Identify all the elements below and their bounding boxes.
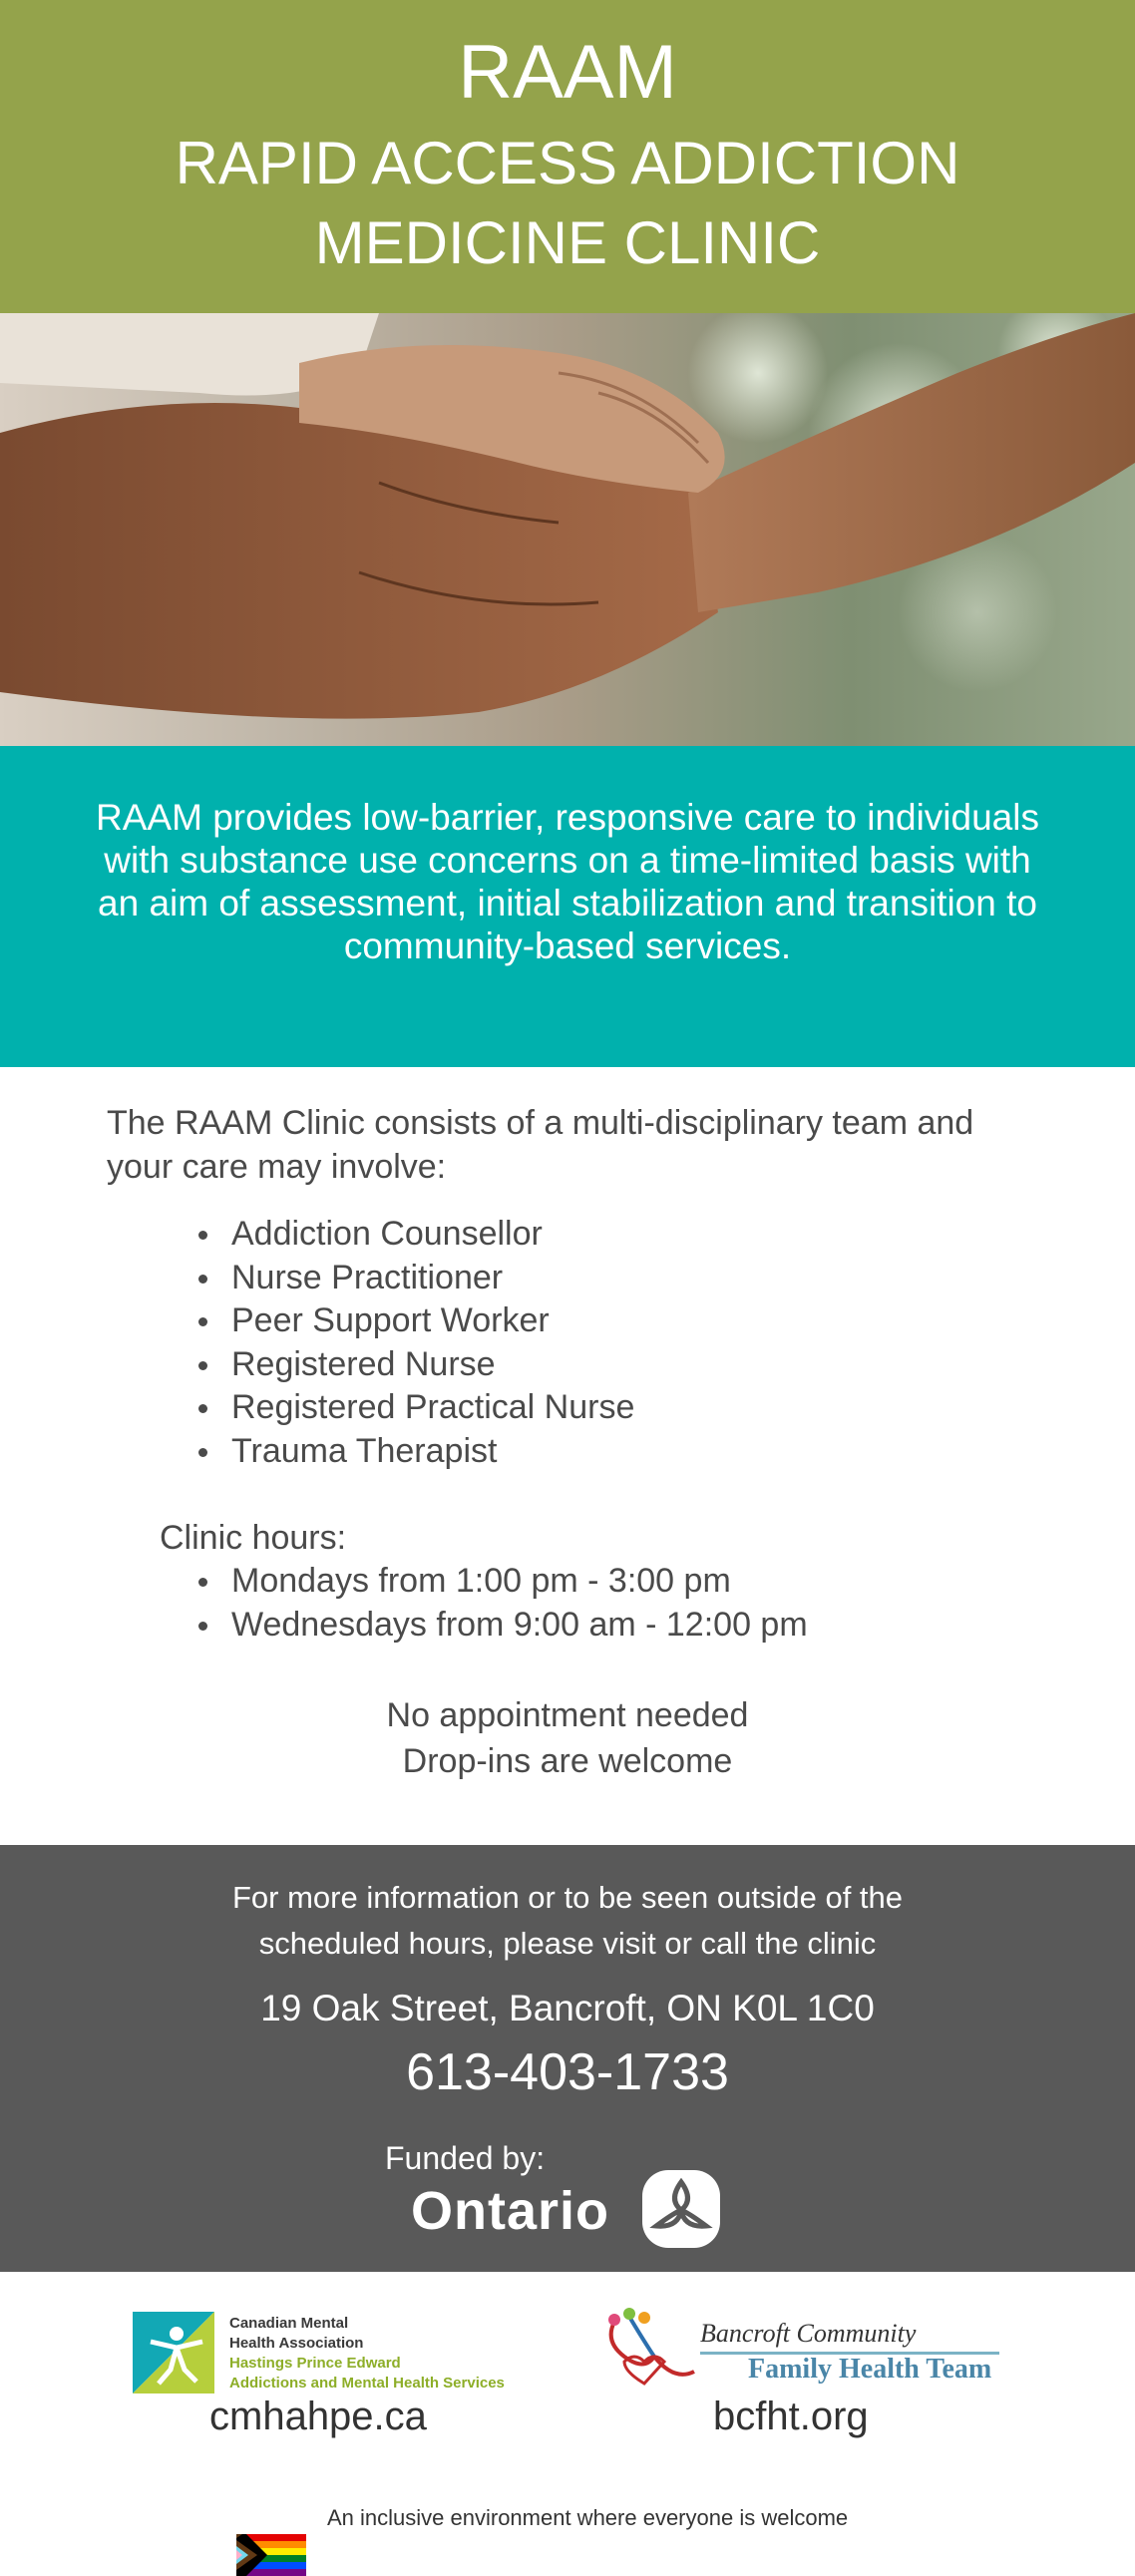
clinic-details [0,1067,1135,1845]
contact-info-line1: For more information or to be seen outside of the [231,1880,904,1915]
page-subtitle-line2: MEDICINE CLINIC [314,209,821,276]
team-intro: The RAAM Clinic consists of a multi-disciplinary team and your care may involve: [107,1104,974,1186]
clinic-address: 19 Oak Street, Bancroft, ON K0L 1C0 [260,1988,875,2028]
ontario-wordmark: Ontario [411,2181,610,2241]
inclusive-statement: An inclusive environment where everyone is welcome [327,2505,849,2530]
cmha-name [229,2314,559,2393]
list-item: Mondays from 1:00 pm - 3:00 pm [231,1560,808,1604]
list-item: Addiction Counsellor [231,1213,634,1257]
contact-panel [0,1845,1135,2272]
cmha-name-line: Hastings Prince Edward [229,2355,401,2372]
list-item: Nurse Practitioner [231,1257,634,1300]
bcfht-url[interactable]: bcfht.org [713,2394,869,2438]
list-item: Trauma Therapist [231,1430,634,1474]
cmha-logo-icon [133,2312,214,2393]
ontario-trillium-icon [642,2170,720,2248]
list-item: Peer Support Worker [231,1299,634,1343]
page-subtitle-line1: RAPID ACCESS ADDICTION [175,130,960,196]
drop-in-note: Drop-ins are welcome [402,1742,733,1780]
progress-pride-flag-icon [236,2534,306,2576]
intro-panel [0,746,1135,1067]
intro-text: RAAM provides low-barrier, responsive care to individuals with substance use concerns on a time-limited basis with an aim of assessment, initial stabilization and transition to community-based services. [96,797,1039,966]
team-roles-list [231,1213,634,1473]
clinic-phone: 613-403-1733 [406,2043,729,2101]
hands-illustration [0,313,1135,746]
no-appointment-note: No appointment needed [386,1696,749,1734]
cmha-name-line: Health Association [229,2335,364,2352]
bcfht-name-line2: Family Health Team [748,2354,992,2385]
list-item: Registered Nurse [231,1343,634,1387]
hands-photo [0,313,1135,746]
cmha-name-line: Addictions and Mental Health Services [229,2375,505,2392]
bcfht-name-line1: Bancroft Community [700,2319,917,2348]
cmha-name-line: Canadian Mental [229,2315,349,2332]
page-title: RAAM [458,30,677,115]
list-item: Wednesdays from 9:00 am - 12:00 pm [231,1604,808,1648]
header-banner [0,0,1135,313]
cmha-url[interactable]: cmhahpe.ca [209,2394,427,2438]
clinic-hours-label: Clinic hours: [160,1519,347,1557]
stethoscope-heart-icon [594,2302,704,2392]
partners-footer [0,2272,1135,2553]
clinic-hours-list [231,1560,808,1647]
list-item: Registered Practical Nurse [231,1386,634,1430]
funded-by-label: Funded by: [385,2140,546,2176]
contact-info-line2: scheduled hours, please visit or call the clinic [258,1926,877,1961]
